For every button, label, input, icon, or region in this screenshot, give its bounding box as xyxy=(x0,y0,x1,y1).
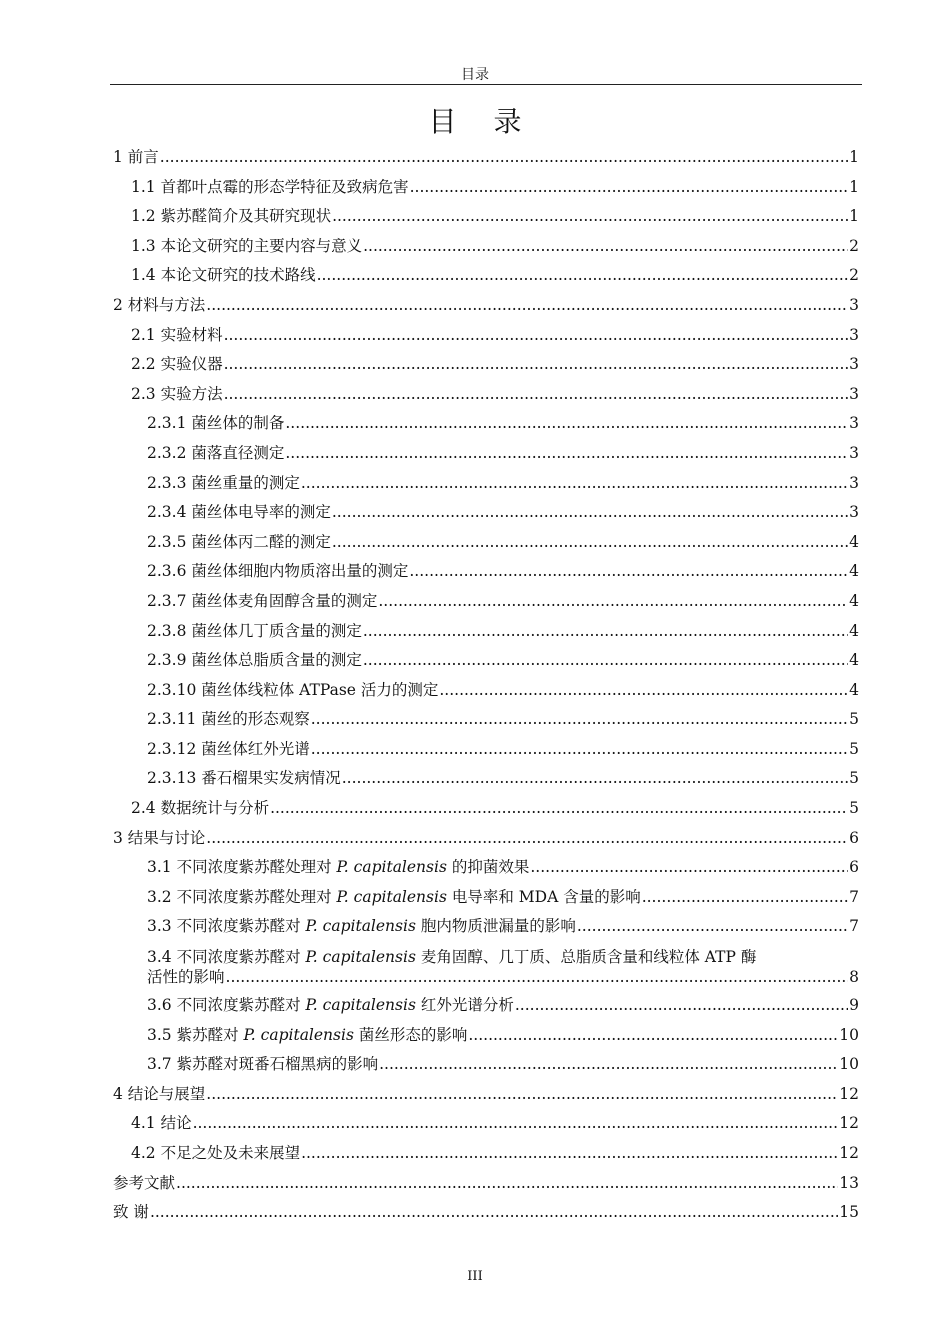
toc-entry-label: 2.3.1 菌丝体的制备 xyxy=(147,414,285,433)
toc-entry[interactable] xyxy=(113,202,859,232)
toc-entry-label: 3.3 不同浓度紫苏醛对 P. capitalensis 胞内物质泄漏量的影响 xyxy=(147,917,576,936)
toc-page-number: 3 xyxy=(849,295,859,314)
toc-entry[interactable] xyxy=(113,380,859,410)
toc-entry[interactable] xyxy=(113,676,859,706)
toc-page-number: 6 xyxy=(849,828,859,847)
dot-leader xyxy=(515,991,848,1021)
toc-entry-label: 3.5 紫苏醛对 P. capitalensis 菌丝形态的影响 xyxy=(147,1025,468,1044)
header-rule xyxy=(110,84,862,85)
dot-leader xyxy=(176,1169,838,1199)
dot-leader xyxy=(363,646,848,676)
toc-page-number: 3 xyxy=(849,325,859,344)
toc-entry[interactable] xyxy=(113,1109,859,1139)
toc-entry-label: 4 结论与展望 xyxy=(113,1084,206,1103)
toc-page-number: 3 xyxy=(849,355,859,374)
toc-page-number: 4 xyxy=(849,591,859,610)
page-title: 目 录 xyxy=(428,105,536,138)
toc-page-number: 5 xyxy=(849,739,859,758)
toc-entry[interactable] xyxy=(113,409,859,439)
toc-entry-label: 2.3.4 菌丝体电导率的测定 xyxy=(147,503,331,522)
toc-entry-label: 2.4 数据统计与分析 xyxy=(131,799,270,818)
toc-entry[interactable] xyxy=(113,824,859,854)
toc-page-number: 5 xyxy=(849,769,859,788)
dot-leader xyxy=(311,735,848,765)
toc-entry-label: 1.1 首都叶点霉的形态学特征及致病危害 xyxy=(131,177,409,196)
toc-page-number: 12 xyxy=(839,1084,859,1103)
dot-leader xyxy=(439,676,848,706)
dot-leader xyxy=(642,883,848,913)
toc-entry-label: 3.2 不同浓度紫苏醛处理对 P. capitalensis 电导率和 MDA 含量的影响 xyxy=(147,887,641,906)
dot-leader xyxy=(301,469,848,499)
toc-page-number: 4 xyxy=(849,680,859,699)
dot-leader xyxy=(410,173,849,203)
toc-entry-label: 2.2 实验仪器 xyxy=(131,355,223,374)
toc-page-number: 4 xyxy=(849,562,859,581)
toc-entry[interactable] xyxy=(113,439,859,469)
running-header: 目录 xyxy=(461,67,489,83)
dot-leader xyxy=(311,705,848,735)
toc-entry[interactable] xyxy=(113,587,859,617)
toc-entry-label: 3.4 不同浓度紫苏醛对 P. capitalensis 麦角固醇、几丁质、总脂质含量和线粒体 ATP 酶 xyxy=(147,948,757,967)
toc-entry-label-continued: 活性的影响 xyxy=(147,968,225,987)
dot-leader xyxy=(409,557,848,587)
toc-entry[interactable] xyxy=(113,232,859,262)
toc-page-number: 1 xyxy=(849,148,859,166)
toc-entry[interactable] xyxy=(113,646,859,676)
dot-leader xyxy=(332,202,848,232)
toc-entry-label: 2.3.3 菌丝重量的测定 xyxy=(147,473,300,492)
toc-entry[interactable] xyxy=(113,794,859,824)
toc-page-number: 3 xyxy=(849,473,859,492)
toc-entry-label: 4.2 不足之处及未来展望 xyxy=(131,1144,301,1162)
toc-entry[interactable] xyxy=(113,912,859,942)
dot-leader xyxy=(270,794,848,824)
toc-entry[interactable] xyxy=(113,557,859,587)
toc-page-number: 1 xyxy=(849,207,859,226)
toc-entry[interactable] xyxy=(113,528,859,558)
toc-page-number: 2 xyxy=(849,266,859,285)
toc-page-number: 4 xyxy=(849,532,859,551)
toc-entry-label: 2.3.8 菌丝体几丁质含量的测定 xyxy=(147,621,362,640)
toc-entry[interactable] xyxy=(113,350,859,380)
toc-entry[interactable] xyxy=(113,853,859,883)
toc-page-number: 3 xyxy=(849,443,859,462)
toc-entry[interactable] xyxy=(113,764,859,794)
toc-entry[interactable] xyxy=(113,1080,859,1110)
dot-leader xyxy=(363,617,848,647)
toc-entry-label: 2.3.9 菌丝体总脂质含量的测定 xyxy=(147,651,362,670)
dot-leader xyxy=(224,321,849,351)
toc-page-number: 12 xyxy=(839,1114,859,1133)
toc-entry-label: 3 结果与讨论 xyxy=(113,828,206,847)
dot-leader xyxy=(285,409,848,439)
toc-entry-label: 1.2 紫苏醛简介及其研究现状 xyxy=(131,207,332,226)
toc-entry-label: 2.1 实验材料 xyxy=(131,325,223,344)
toc-page-number: 4 xyxy=(849,621,859,640)
toc-page-number: 12 xyxy=(839,1144,859,1162)
toc-entry-label: 2.3.5 菌丝体丙二醛的测定 xyxy=(147,532,331,551)
dot-leader xyxy=(468,1021,838,1051)
toc-page-number: 7 xyxy=(849,917,859,936)
toc-page-number: 3 xyxy=(849,384,859,403)
toc-entry-label: 2.3.11 菌丝的形态观察 xyxy=(147,710,310,729)
toc-entry-label: 3.1 不同浓度紫苏醛处理对 P. capitalensis 的抑菌效果 xyxy=(147,858,530,877)
toc-page-number: 15 xyxy=(839,1203,859,1222)
toc-entry[interactable] xyxy=(113,1139,859,1169)
dot-leader xyxy=(577,912,848,942)
dot-leader xyxy=(530,853,848,883)
dot-leader xyxy=(378,587,848,617)
toc-entry-label: 2.3.7 菌丝体麦角固醇含量的测定 xyxy=(147,591,378,610)
toc-entry-label: 参考文献 xyxy=(113,1173,176,1192)
toc-entry[interactable] xyxy=(113,469,859,499)
toc-page-number: 10 xyxy=(839,1025,859,1044)
toc-page-number: 3 xyxy=(849,414,859,433)
toc-entry-label: 4.1 结论 xyxy=(131,1114,192,1133)
toc-entry[interactable] xyxy=(113,1050,859,1080)
toc-page-number: 13 xyxy=(839,1173,859,1192)
dot-leader xyxy=(332,498,848,528)
dot-leader xyxy=(160,143,848,173)
toc-entry[interactable] xyxy=(113,883,859,913)
toc-entry-label: 2 材料与方法 xyxy=(113,295,206,314)
toc-entry[interactable] xyxy=(113,991,859,1021)
toc-page-number: 4 xyxy=(849,651,859,670)
dot-leader xyxy=(206,824,848,854)
toc-entry-label: 致 谢 xyxy=(113,1203,149,1222)
toc-entry-label: 2.3.10 菌丝体线粒体 ATPase 活力的测定 xyxy=(147,680,439,699)
dot-leader xyxy=(301,1139,838,1169)
dot-leader xyxy=(193,1109,839,1139)
toc-page-number: 1 xyxy=(849,177,859,196)
toc-entry-label: 2.3.2 菌落直径测定 xyxy=(147,443,285,462)
toc-entry-label: 2.3 实验方法 xyxy=(131,384,223,403)
toc-entry-label: 1 前言 xyxy=(113,148,159,166)
toc-page-number: 6 xyxy=(849,858,859,877)
dot-leader xyxy=(206,1080,838,1110)
dot-leader xyxy=(224,380,849,410)
toc-entry[interactable] xyxy=(113,143,859,173)
dot-leader xyxy=(226,967,849,987)
toc-page-number: 7 xyxy=(849,887,859,906)
toc-page-number: 10 xyxy=(839,1055,859,1074)
toc-entry[interactable] xyxy=(113,291,859,321)
dot-leader xyxy=(363,232,848,262)
toc-entry-label: 2.3.6 菌丝体细胞内物质溶出量的测定 xyxy=(147,562,409,581)
toc-entry-label: 2.3.13 番石榴果实发病情况 xyxy=(147,769,341,788)
toc-page-number: 3 xyxy=(849,503,859,522)
dot-leader xyxy=(224,350,849,380)
toc-page-number: 2 xyxy=(849,236,859,255)
toc-entry-label: 1.3 本论文研究的主要内容与意义 xyxy=(131,236,363,255)
toc-page-number: 5 xyxy=(849,799,859,818)
dot-leader xyxy=(285,439,848,469)
toc-entry[interactable] xyxy=(113,942,859,991)
toc-entry[interactable] xyxy=(113,735,859,765)
toc-entry[interactable] xyxy=(113,705,859,735)
dot-leader xyxy=(379,1050,838,1080)
dot-leader xyxy=(317,261,849,291)
toc-page-number: 5 xyxy=(849,710,859,729)
toc-page-number: 9 xyxy=(849,996,859,1015)
table-of-contents xyxy=(113,143,859,1228)
toc-page-number: 8 xyxy=(849,968,859,987)
dot-leader xyxy=(332,528,848,558)
toc-entry[interactable] xyxy=(113,261,859,291)
page-number: III xyxy=(467,1269,483,1284)
dot-leader xyxy=(150,1198,838,1228)
toc-entry-label: 3.7 紫苏醛对斑番石榴黑病的影响 xyxy=(147,1055,379,1074)
toc-entry-label: 2.3.12 菌丝体红外光谱 xyxy=(147,739,310,758)
toc-entry-label: 1.4 本论文研究的技术路线 xyxy=(131,266,316,285)
toc-entry[interactable] xyxy=(113,1021,859,1051)
toc-entry[interactable] xyxy=(113,173,859,203)
toc-entry[interactable] xyxy=(113,1169,859,1199)
toc-entry-label: 3.6 不同浓度紫苏醛对 P. capitalensis 红外光谱分析 xyxy=(147,996,514,1015)
toc-entry[interactable] xyxy=(113,321,859,351)
dot-leader xyxy=(206,291,848,321)
toc-entry[interactable] xyxy=(113,1198,859,1228)
dot-leader xyxy=(342,764,848,794)
toc-entry[interactable] xyxy=(113,498,859,528)
toc-entry[interactable] xyxy=(113,617,859,647)
